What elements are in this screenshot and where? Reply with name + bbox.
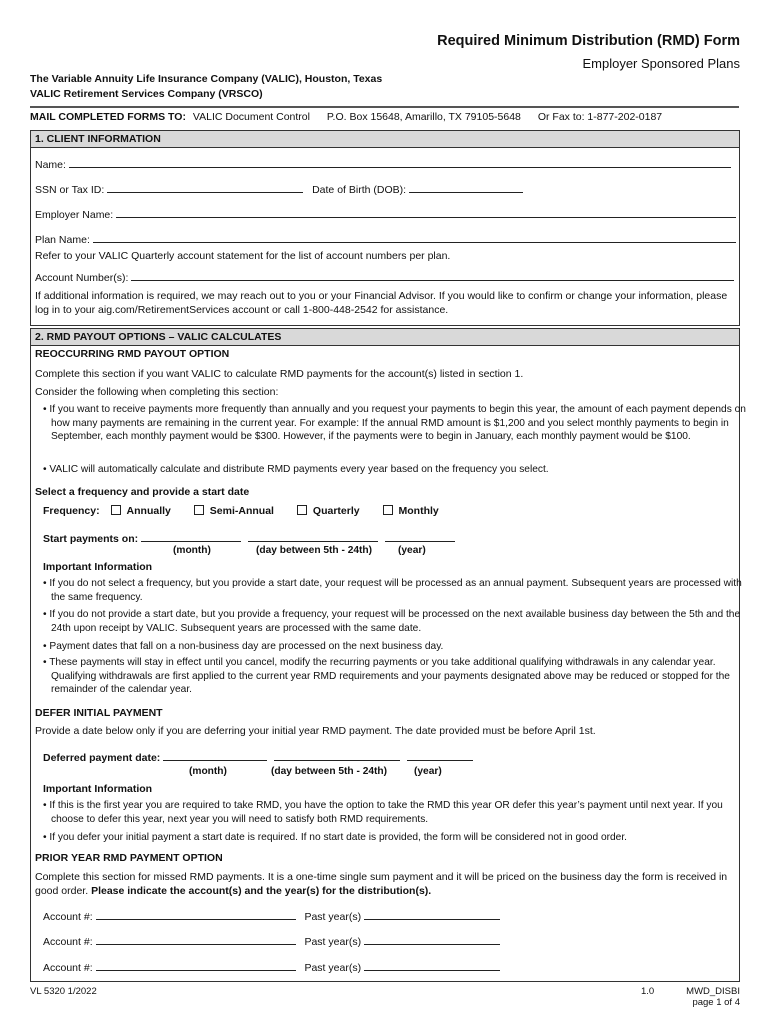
quarterly-label: Quarterly [312, 505, 360, 517]
account-field[interactable] [96, 909, 296, 920]
mail-instructions [30, 111, 662, 123]
name-row [35, 157, 731, 171]
plan-row [35, 232, 736, 246]
prior-year-instruction: Please indicate the account(s) and the year(s) for the distribution(s). [91, 885, 432, 897]
mail-recipient: VALIC Document Control [192, 111, 310, 123]
consider-text: Consider the following when completing this section: [35, 386, 279, 398]
ssn-label: SSN or Tax ID: [35, 184, 105, 196]
start-payments-row [43, 531, 455, 545]
employer-label: Employer Name: [35, 209, 114, 221]
past-years-field[interactable] [364, 960, 500, 971]
deferred-day-field[interactable] [274, 750, 400, 761]
recurring-complete-text: Complete this section if you want VALIC to calculate RMD payments for the account(s) listed in section 1. [35, 368, 524, 380]
section-2-heading: 2. RMD PAYOUT OPTIONS – VALIC CALCULATES [31, 329, 739, 346]
account-field[interactable] [96, 960, 296, 971]
prior-year-text [35, 870, 735, 898]
ssn-dob-row [35, 182, 523, 196]
employer-row [35, 207, 736, 221]
deferred-date-label: Deferred payment date: [43, 752, 161, 764]
prior-account-row [43, 960, 500, 974]
company-info [30, 72, 382, 102]
deferred-month-field[interactable] [163, 750, 267, 761]
refer-text: Refer to your VALIC Quarterly account statement for the list of account numbers per plan. [35, 250, 451, 262]
important-info-title-2: Important Information [43, 783, 153, 795]
page-number: page 1 of 4 [692, 997, 740, 1008]
recurring-bullet-2: • VALIC will automatically calculate and distribute RMD payments every year based on the frequency you select. [43, 464, 549, 475]
name-label: Name: [35, 159, 66, 171]
account-label: Account #: [43, 936, 93, 948]
form-subtitle: Employer Sponsored Plans [582, 56, 740, 71]
important-bullet-2: • If you do not provide a start date, but you provide a frequency, your request will be processed on the next available business day between the 5th and the 24th upon receipt by VALIC. Subsequent years are processed with the same date. [43, 609, 741, 634]
semi-annual-checkbox[interactable] [194, 505, 204, 515]
company-line-1: The Variable Annuity Life Insurance Company (VALIC), Houston, Texas [30, 73, 383, 85]
account-label: Account #: [43, 962, 93, 974]
dob-label: Date of Birth (DOB): [312, 184, 407, 196]
select-frequency-title: Select a frequency and provide a start date [35, 486, 250, 498]
start-month-field[interactable] [141, 531, 241, 542]
past-years-field[interactable] [364, 934, 500, 945]
prior-account-row [43, 909, 500, 923]
account-number-label: Account Number(s): [35, 272, 129, 284]
additional-info-text: If additional information is required, we may reach out to you or your Financial Advisor. If you would like to confirm or change your information, please log in to your aig.com/RetirementServices account or call 1-800-448-2542 for assistance. [35, 290, 728, 316]
important-bullet-4: • These payments will stay in effect until you cancel, modify the recurring payments or you take additional qualifying withdrawals in any calendar year. Qualifying withdrawals are first applied to the current year RMD requirements and your payments designated above may be reduced or stopped for the remainder of the calendar year. [43, 657, 730, 695]
ssn-field[interactable] [107, 182, 303, 193]
form-title: Required Minimum Distribution (RMD) Form [437, 33, 740, 49]
defer-text: Provide a date below only if you are deferring your initial year RMD payment. The date provided must be before April 1st. [35, 725, 596, 737]
start-month-caption: (month) [173, 545, 211, 556]
quarterly-checkbox[interactable] [297, 505, 307, 515]
past-years-field[interactable] [364, 909, 500, 920]
monthly-label: Monthly [398, 505, 439, 517]
start-year-caption: (year) [398, 545, 426, 556]
account-label: Account #: [43, 911, 93, 923]
annually-checkbox[interactable] [111, 505, 121, 515]
form-code: VL 5320 1/2022 [30, 986, 97, 997]
section-1-heading: 1. CLIENT INFORMATION [31, 131, 739, 148]
account-row [35, 270, 734, 284]
defer-title: DEFER INITIAL PAYMENT [35, 707, 163, 719]
header-divider [30, 106, 739, 108]
mail-fax: Or Fax to: 1-877-202-0187 [537, 111, 663, 123]
account-number-field[interactable] [131, 270, 734, 281]
start-year-field[interactable] [385, 531, 455, 542]
prior-account-row [43, 934, 500, 948]
form-id: MWD_DISBI [686, 986, 740, 997]
form-page-info [686, 986, 740, 1008]
mail-address: P.O. Box 15648, Amarillo, TX 79105-5648 [326, 111, 521, 123]
recurring-title: REOCCURRING RMD PAYOUT OPTION [35, 348, 230, 360]
start-payments-label: Start payments on: [43, 533, 139, 545]
account-field[interactable] [96, 934, 296, 945]
past-years-label: Past year(s) [304, 911, 362, 923]
important-bullet-3: • Payment dates that fall on a non-business day are processed on the next business day. [43, 641, 444, 652]
deferred-date-row [43, 750, 473, 764]
deferred-year-field[interactable] [407, 750, 473, 761]
recurring-bullet-1: • If you want to receive payments more frequently than annually and you request your payments to begin this year, the amount of each payment depends on how many payments are remaining in the current year. For example: If the annual RMD amount is $1,200 and you select monthly payments to begin in September, each monthly payment would be $300. However, if the payments were to begin in January, each monthly payment would be $100. [43, 404, 746, 442]
frequency-row [43, 505, 451, 517]
past-years-label: Past year(s) [304, 936, 362, 948]
dob-field[interactable] [409, 182, 523, 193]
plan-label: Plan Name: [35, 234, 90, 246]
frequency-label: Frequency: [43, 505, 100, 517]
company-line-2: VALIC Retirement Services Company (VRSCO) [30, 88, 263, 100]
past-years-label: Past year(s) [304, 962, 362, 974]
start-day-caption: (day between 5th - 24th) [256, 545, 373, 556]
semi-annual-label: Semi-Annual [209, 505, 274, 517]
start-day-field[interactable] [248, 531, 378, 542]
plan-field[interactable] [93, 232, 736, 243]
name-field[interactable] [69, 157, 731, 168]
important-bullet-1: • If you do not select a frequency, but you provide a start date, your request will be processed as an annual payment. Subsequent years are processed with the same frequency. [43, 578, 742, 603]
mail-label: MAIL COMPLETED FORMS TO: [30, 111, 186, 123]
prior-year-description: Complete this section for missed RMD payments. It is a one-time single sum payment and it will be priced on the business day the form is received in good order. [35, 871, 728, 897]
monthly-checkbox[interactable] [383, 505, 393, 515]
prior-year-title: PRIOR YEAR RMD PAYMENT OPTION [35, 852, 223, 864]
deferred-day-caption: (day between 5th - 24th) [271, 766, 388, 777]
annually-label: Annually [126, 505, 171, 517]
deferred-year-caption: (year) [414, 766, 442, 777]
defer-bullet-1: • If this is the first year you are required to take RMD, you have the option to take the RMD this year OR defer this year’s payment until next year. If you choose to defer this year, next year you will need to satisfy both RMD requirements. [43, 800, 723, 825]
important-info-title-1: Important Information [43, 561, 153, 573]
employer-field[interactable] [116, 207, 736, 218]
deferred-month-caption: (month) [189, 766, 227, 777]
defer-bullet-2: • If you defer your initial payment a start date is required. If no start date is provided, the form will be considered not in good order. [43, 832, 627, 843]
form-version: 1.0 [641, 986, 655, 997]
